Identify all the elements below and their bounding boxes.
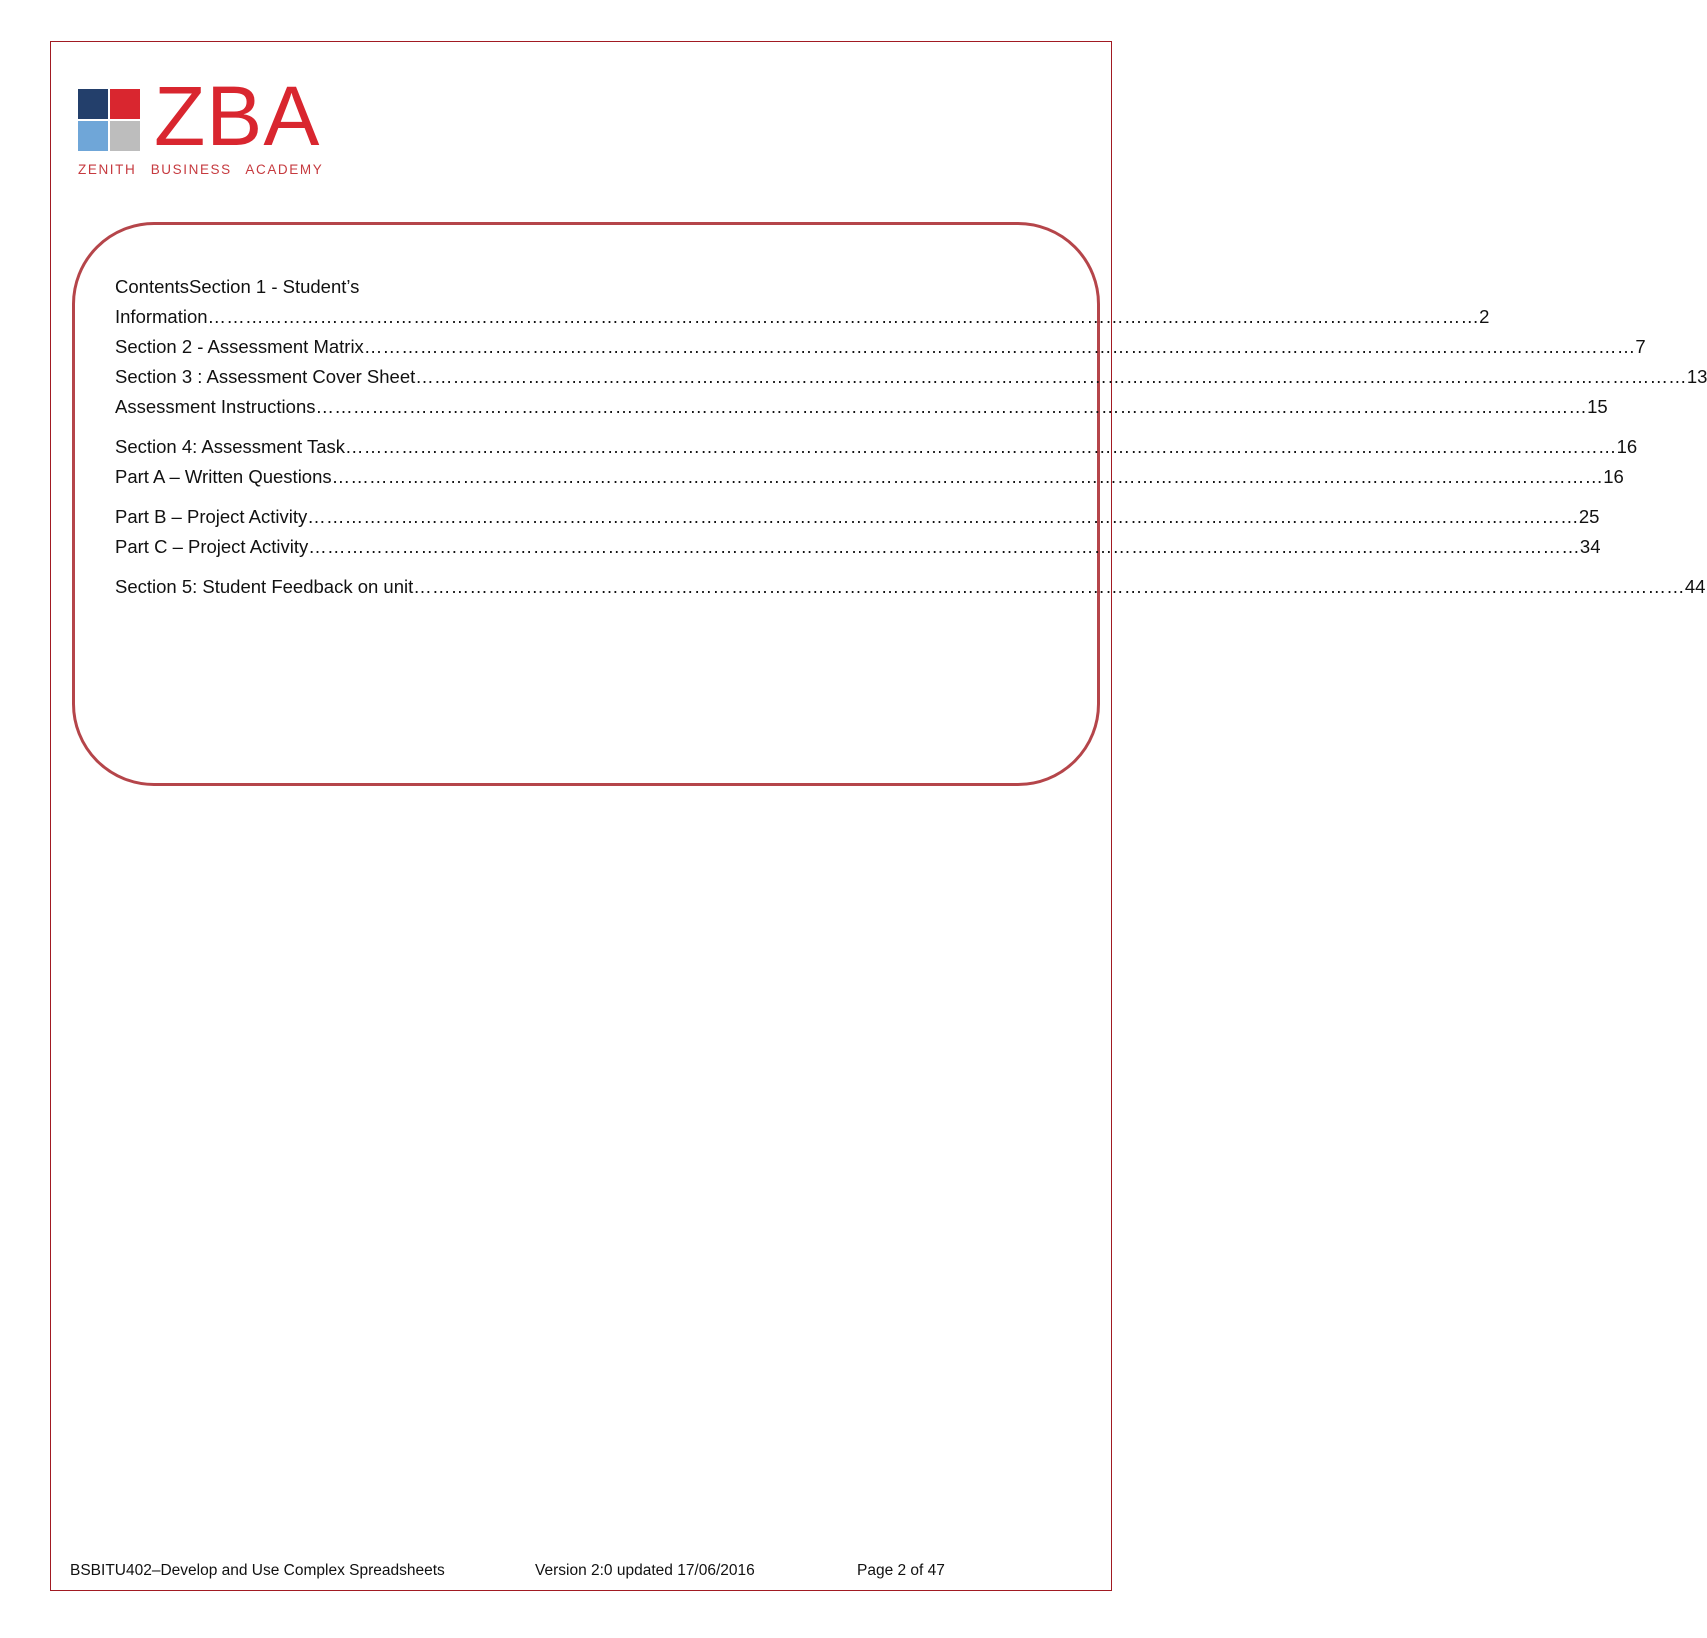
toc-entry-label: Part A – Written Questions	[115, 466, 332, 487]
toc-leader-dots: ……………………………………………………………………………………………………………………………………………………………………………………	[331, 466, 1604, 487]
toc-leader-dots: ……………………………………………………………………………………………………………………………………………………………………………………	[315, 396, 1588, 417]
toc-entry-page: 16	[1616, 436, 1638, 457]
toc-entry-label: Section 3 : Assessment Cover Sheet	[115, 366, 416, 387]
toc-leader-dots: ……………………………………………………………………………………………………………………………………………………………………………………	[345, 436, 1617, 457]
toc-entry-page: 34	[1579, 536, 1601, 557]
toc-entry-page: 25	[1578, 506, 1600, 527]
toc-entry-label: Part C – Project Activity	[115, 536, 309, 557]
toc-leader-dots: ……………………………………………………………………………………………………………………………………………………………………………………	[307, 506, 1579, 527]
toc-entry[interactable]	[115, 502, 1600, 532]
toc-entry-page: 7	[1635, 336, 1646, 357]
table-of-contents	[115, 272, 1707, 602]
footer-page-number: Page 2 of 47	[857, 1562, 945, 1579]
toc-entry[interactable]	[115, 462, 1624, 492]
toc-entry[interactable]	[115, 572, 1706, 602]
toc-entry[interactable]	[115, 392, 1608, 422]
logo-square-blue	[78, 121, 108, 151]
toc-entry[interactable]	[115, 432, 1638, 462]
toc-entry-page: 15	[1587, 396, 1608, 417]
toc-leader-dots: ……………………………………………………………………………………………………………………………………………………………………………………	[413, 576, 1685, 597]
toc-leader-dots: ……………………………………………………………………………………………………………………………………………………………………………………	[363, 336, 1636, 357]
toc-entry-page: 16	[1603, 466, 1624, 487]
logo-letters: ZBA	[154, 69, 321, 163]
toc-heading-text: ContentsSection 1 - Student’s	[115, 276, 360, 297]
toc-entry[interactable]	[115, 302, 1490, 332]
logo-squares-icon	[78, 89, 140, 151]
footer-unit-title: BSBITU402–Develop and Use Complex Spreadsheets	[70, 1562, 445, 1579]
toc-entry-page: 44	[1684, 576, 1706, 597]
toc-entry-label: Section 5: Student Feedback on unit	[115, 576, 414, 597]
logo-tagline: ZENITH BUSINESS ACADEMY	[78, 162, 324, 177]
logo-square-grey	[110, 121, 140, 151]
toc-heading	[115, 272, 1050, 302]
toc-entry-label: Section 2 - Assessment Matrix	[115, 336, 364, 357]
footer-version: Version 2:0 updated 17/06/2016	[535, 1562, 755, 1579]
logo-square-red	[110, 89, 140, 119]
toc-entry-label: Part B – Project Activity	[115, 506, 308, 527]
toc-entry[interactable]	[115, 332, 1646, 362]
toc-entry-page: 13	[1686, 366, 1707, 387]
toc-entry-label: Section 4: Assessment Task	[115, 436, 345, 457]
logo-square-navy	[78, 89, 108, 119]
toc-leader-dots: ……………………………………………………………………………………………………………………………………………………………………………………	[308, 536, 1580, 557]
toc-entry[interactable]	[115, 532, 1601, 562]
toc-leader-dots: ……………………………………………………………………………………………………………………………………………………………………………………	[415, 366, 1687, 387]
toc-entry[interactable]	[115, 362, 1707, 392]
toc-leader-dots: ……………………………………………………………………………………………………………………………………………………………………………………	[207, 306, 1480, 327]
toc-entry-label: Information	[115, 306, 208, 327]
zba-logo	[78, 69, 338, 188]
toc-entry-page: 2	[1479, 306, 1490, 327]
toc-entry-label: Assessment Instructions	[115, 396, 316, 417]
